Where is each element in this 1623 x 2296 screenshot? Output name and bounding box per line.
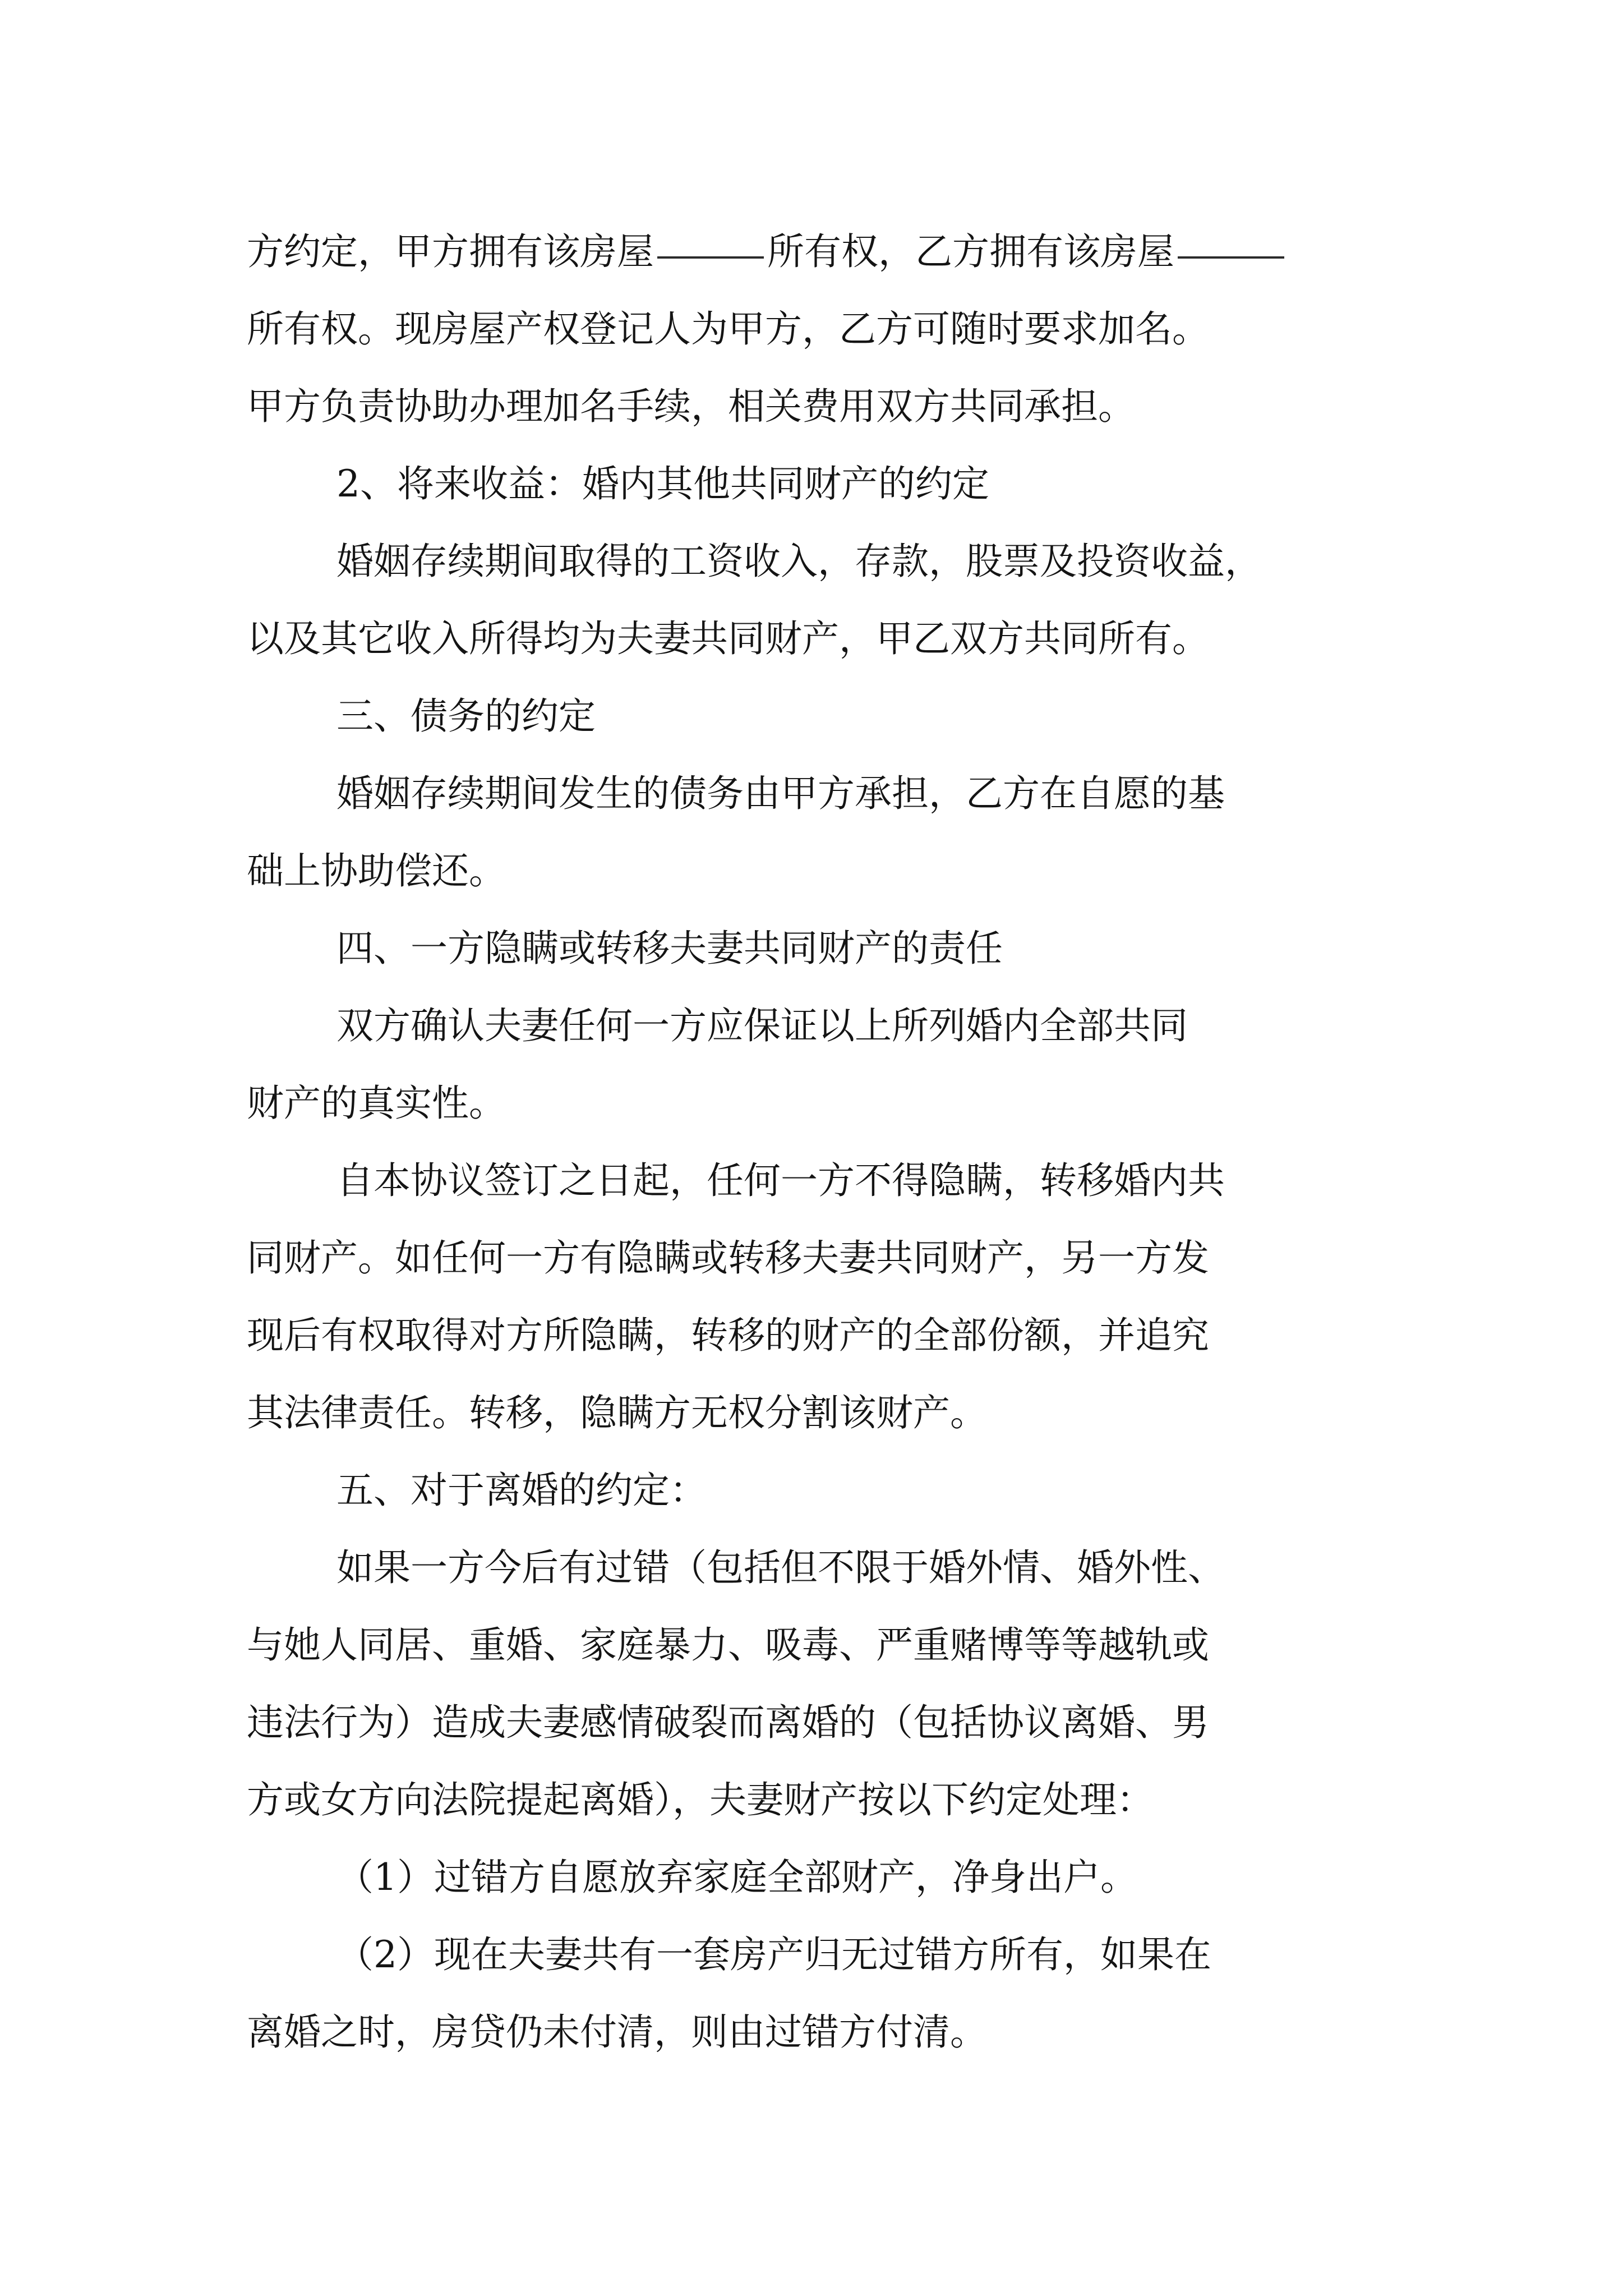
- text-segment: 以及其它收入所得均为夫妻共同财产，甲乙双方共同所有。: [247, 617, 1209, 660]
- text-segment: 如果一方今后有过错（包括但不限于婚外情、婚外性、: [336, 1546, 1225, 1589]
- text-line: [247, 1374, 1385, 1452]
- text-line: [247, 1607, 1385, 1684]
- text-segment: 2、将来收益：婚内其他共同财产的约定: [336, 462, 989, 505]
- text-line: [247, 291, 1385, 368]
- fill-in-blank: [657, 254, 764, 259]
- text-line: [336, 1529, 1475, 1607]
- text-segment: 现后有权取得对方所隐瞒，转移的财产的全部份额，并追究: [247, 1314, 1209, 1357]
- text-line: [247, 1297, 1385, 1374]
- text-segment: 五、对于离婚的约定：: [336, 1469, 707, 1512]
- text-line: [247, 1220, 1385, 1297]
- text-segment: 四、一方隐瞒或转移夫妻共同财产的责任: [336, 927, 1003, 970]
- text-line: [336, 987, 1475, 1065]
- text-segment: （2）现在夫妻共有一套房产归无过错方所有，如果在: [336, 1933, 1211, 1976]
- text-line: [247, 1065, 1385, 1142]
- text-segment: 方约定，甲方拥有该房屋: [247, 230, 654, 273]
- text-segment: 础上协助偿还。: [247, 849, 506, 892]
- text-segment: 甲方负责协助办理加名手续，相关费用双方共同承担。: [247, 385, 1135, 428]
- fill-in-blank: [1178, 254, 1284, 259]
- text-segment: 与她人同居、重婚、家庭暴力、吸毒、严重赌博等等越轨或: [247, 1623, 1209, 1667]
- text-segment: 离婚之时，房贷仍未付清，则由过错方付清。: [247, 2010, 987, 2054]
- text-line: [247, 1994, 1385, 2071]
- text-line: [336, 445, 1475, 523]
- text-line: [336, 755, 1475, 832]
- text-line: [336, 910, 1475, 987]
- text-segment: 三、债务的约定: [336, 694, 596, 738]
- text-segment: 违法行为）造成夫妻感情破裂而离婚的（包括协议离婚、男: [247, 1701, 1209, 1744]
- text-segment: 财产的真实性。: [247, 1082, 506, 1125]
- text-line: [336, 523, 1475, 600]
- text-line: [336, 1839, 1475, 1916]
- text-line: [336, 678, 1475, 755]
- text-line: [247, 600, 1385, 678]
- text-line: [247, 832, 1385, 910]
- text-segment: 同财产。如任何一方有隐瞒或转移夫妻共同财产，另一方发: [247, 1236, 1209, 1280]
- text-segment: 双方确认夫妻任何一方应保证以上所列婚内全部共同: [336, 1004, 1188, 1047]
- text-line: [247, 213, 1385, 291]
- text-segment: 方或女方向法院提起离婚），夫妻财产按以下约定处理：: [247, 1778, 1154, 1821]
- text-line: [336, 1916, 1475, 1994]
- text-segment: 婚姻存续期间取得的工资收入，存款，股票及投资收益，: [336, 540, 1262, 583]
- text-line: [247, 1684, 1385, 1761]
- text-segment: 所有权。现房屋产权登记人为甲方，乙方可随时要求加名。: [247, 307, 1209, 351]
- text-segment: 自本协议签订之日起，任何一方不得隐瞒，转移婚内共: [336, 1159, 1225, 1202]
- text-segment: 婚姻存续期间发生的债务由甲方承担，乙方在自愿的基: [336, 772, 1225, 815]
- text-segment: 其法律责任。转移，隐瞒方无权分割该财产。: [247, 1391, 987, 1434]
- text-line: [336, 1142, 1475, 1220]
- text-line: [247, 368, 1385, 445]
- text-segment: （1）过错方自愿放弃家庭全部财产，净身出户。: [336, 1856, 1137, 1899]
- text-segment: 所有权，乙方拥有该房屋: [767, 230, 1174, 273]
- text-line: [336, 1452, 1475, 1529]
- text-line: [247, 1761, 1385, 1839]
